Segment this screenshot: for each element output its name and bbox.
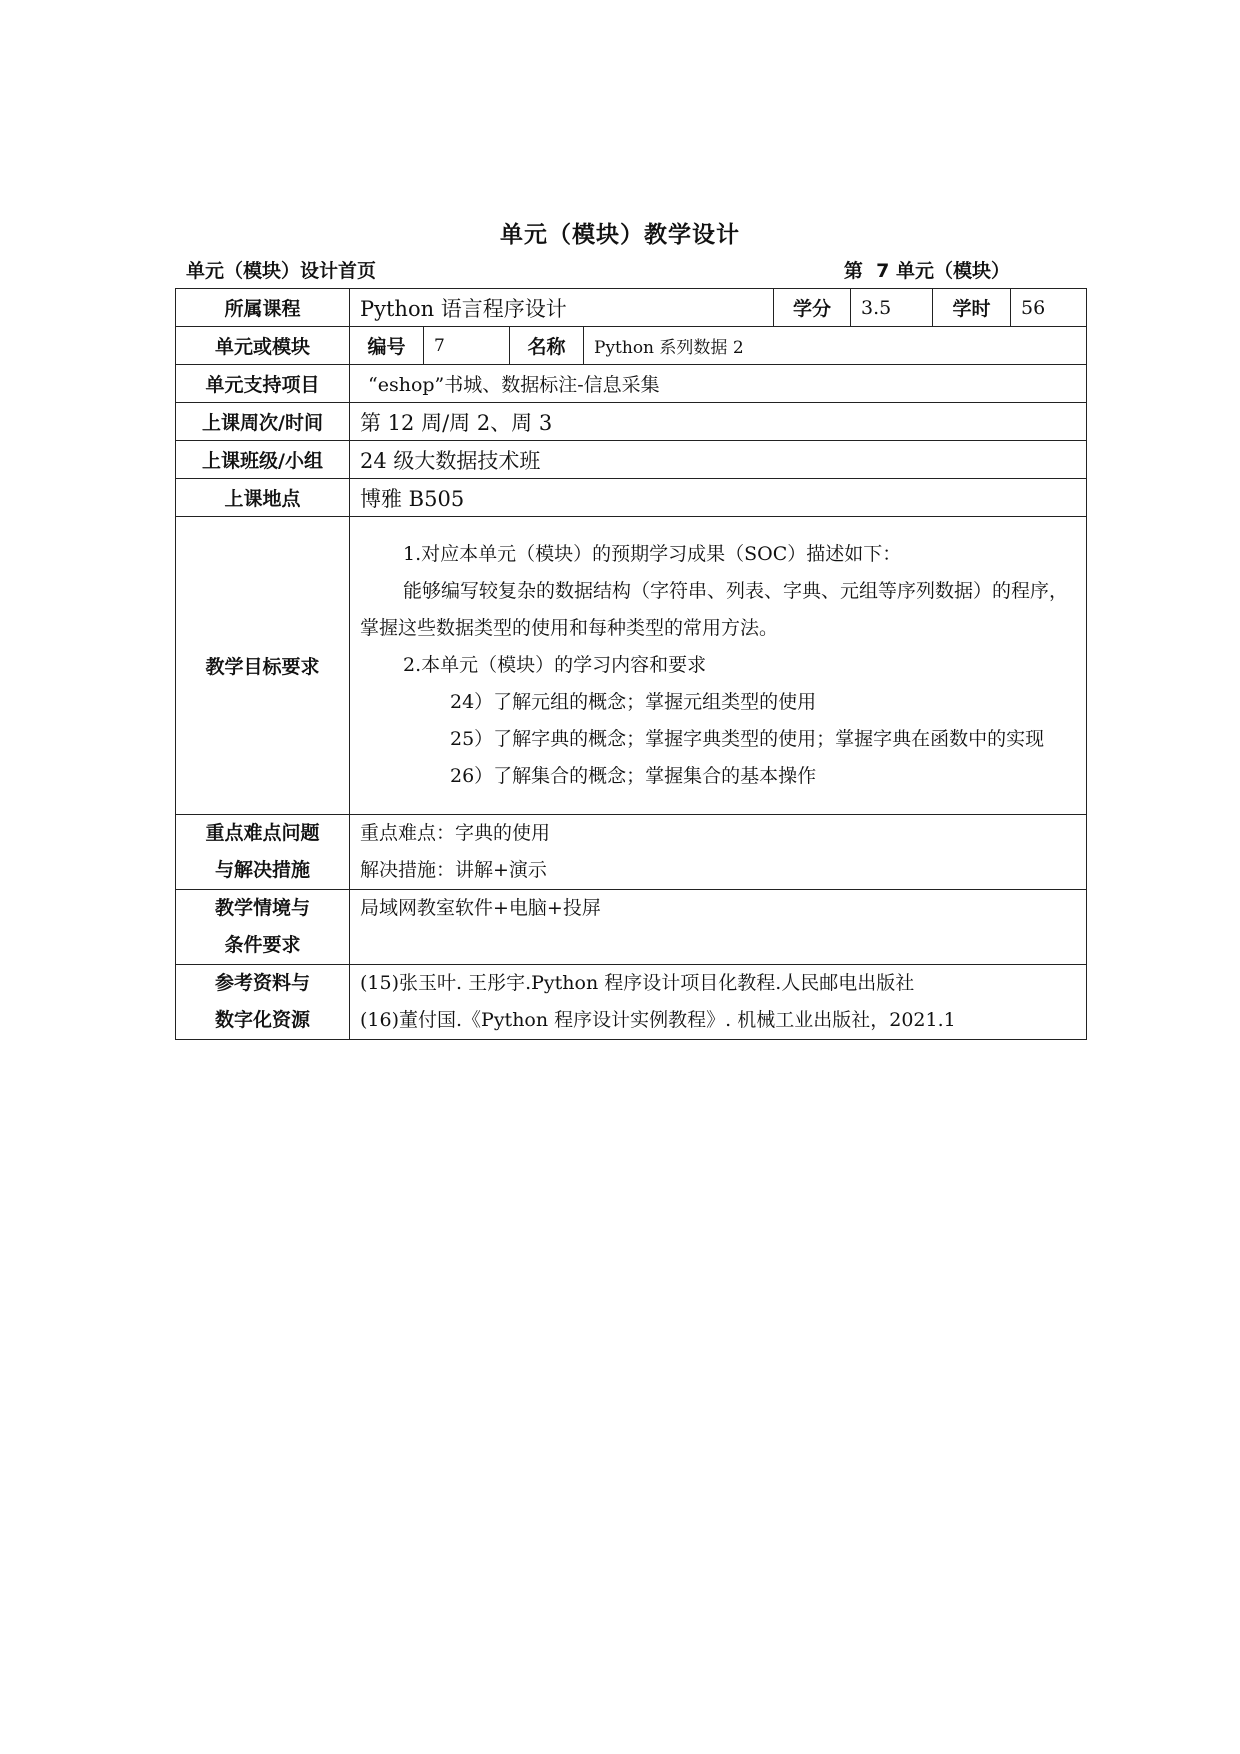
keypoints-label-line-1: 重点难点问题 xyxy=(205,822,320,844)
week-label: 上课周次/时间 xyxy=(176,403,350,441)
environment-content xyxy=(350,890,1087,965)
reference-item: (15)张玉叶. 王彤宇.Python 程序设计项目化教程.人民邮电出版社 xyxy=(360,972,915,994)
environment-label-line-1: 教学情境与 xyxy=(214,897,310,919)
goals-line-3: 2.本单元（模块）的学习内容和要求 xyxy=(403,654,707,676)
class-value: 24 级大数据技术班 xyxy=(350,441,1087,479)
location-label: 上课地点 xyxy=(176,479,350,517)
course-value: Python 语言程序设计 xyxy=(350,289,774,327)
hours-value: 56 xyxy=(1011,289,1087,327)
goals-item: 24）了解元组的概念；掌握元组类型的使用 xyxy=(450,691,817,713)
document-title: 单元（模块）教学设计 xyxy=(500,222,740,248)
keypoints-line-1: 重点难点：字典的使用 xyxy=(360,822,551,844)
references-label-line-1: 参考资料与 xyxy=(214,972,310,994)
week-value: 第 12 周/周 2、周 3 xyxy=(350,403,1087,441)
unit-name-value: Python 系列数据 2 xyxy=(584,327,1087,365)
unit-design-table xyxy=(175,288,1087,1040)
subheader-right: 第 7 单元（模块） xyxy=(843,260,1010,282)
keypoints-label-line-2: 与解决措施 xyxy=(214,859,310,881)
location-value: 博雅 B505 xyxy=(350,479,1087,517)
goals-content xyxy=(350,517,1087,815)
row-unit xyxy=(176,327,1087,365)
references-label-line-2: 数字化资源 xyxy=(214,1009,310,1031)
environment-label-line-2: 条件要求 xyxy=(224,934,301,956)
keypoints-content xyxy=(350,815,1087,890)
subheader xyxy=(186,256,1010,284)
project-value: “eshop”书城、数据标注-信息采集 xyxy=(350,365,1087,403)
row-keypoints xyxy=(176,815,1087,890)
row-project xyxy=(176,365,1087,403)
row-course xyxy=(176,289,1087,327)
unit-number-label: 编号 xyxy=(350,327,424,365)
unit-name-label: 名称 xyxy=(510,327,584,365)
keypoints-label xyxy=(176,815,350,890)
unit-label: 单元或模块 xyxy=(176,327,350,365)
course-label: 所属课程 xyxy=(176,289,350,327)
row-location xyxy=(176,479,1087,517)
reference-item: (16)董付国.《Python 程序设计实例教程》. 机械工业出版社，2021.1 xyxy=(360,1009,956,1031)
keypoints-line-2: 解决措施：讲解+演示 xyxy=(360,859,547,881)
row-references xyxy=(176,965,1087,1040)
hours-label: 学时 xyxy=(933,289,1011,327)
goals-item: 26）了解集合的概念；掌握集合的基本操作 xyxy=(450,765,817,787)
row-week xyxy=(176,403,1087,441)
environment-label xyxy=(176,890,350,965)
goals-label: 教学目标要求 xyxy=(176,517,350,815)
row-environment xyxy=(176,890,1087,965)
environment-value: 局域网教室软件+电脑+投屏 xyxy=(360,897,601,919)
class-label: 上课班级/小组 xyxy=(176,441,350,479)
references-label xyxy=(176,965,350,1040)
references-content xyxy=(350,965,1087,1040)
goals-line-1: 1.对应本单元（模块）的预期学习成果（SOC）描述如下： xyxy=(403,543,902,565)
subheader-left: 单元（模块）设计首页 xyxy=(186,260,377,282)
project-label: 单元支持项目 xyxy=(176,365,350,403)
row-class xyxy=(176,441,1087,479)
row-goals xyxy=(176,517,1087,815)
goals-item: 25）了解字典的概念；掌握字典类型的使用；掌握字典在函数中的实现 xyxy=(450,728,1045,750)
goals-line-2: 能够编写较复杂的数据结构（字符串、列表、字典、元组等序列数据）的程序，掌握这些数据类型的使用和每种类型的常用方法。 xyxy=(360,580,1069,639)
unit-number-value: 7 xyxy=(424,327,510,365)
credit-label: 学分 xyxy=(774,289,851,327)
credit-value: 3.5 xyxy=(851,289,933,327)
